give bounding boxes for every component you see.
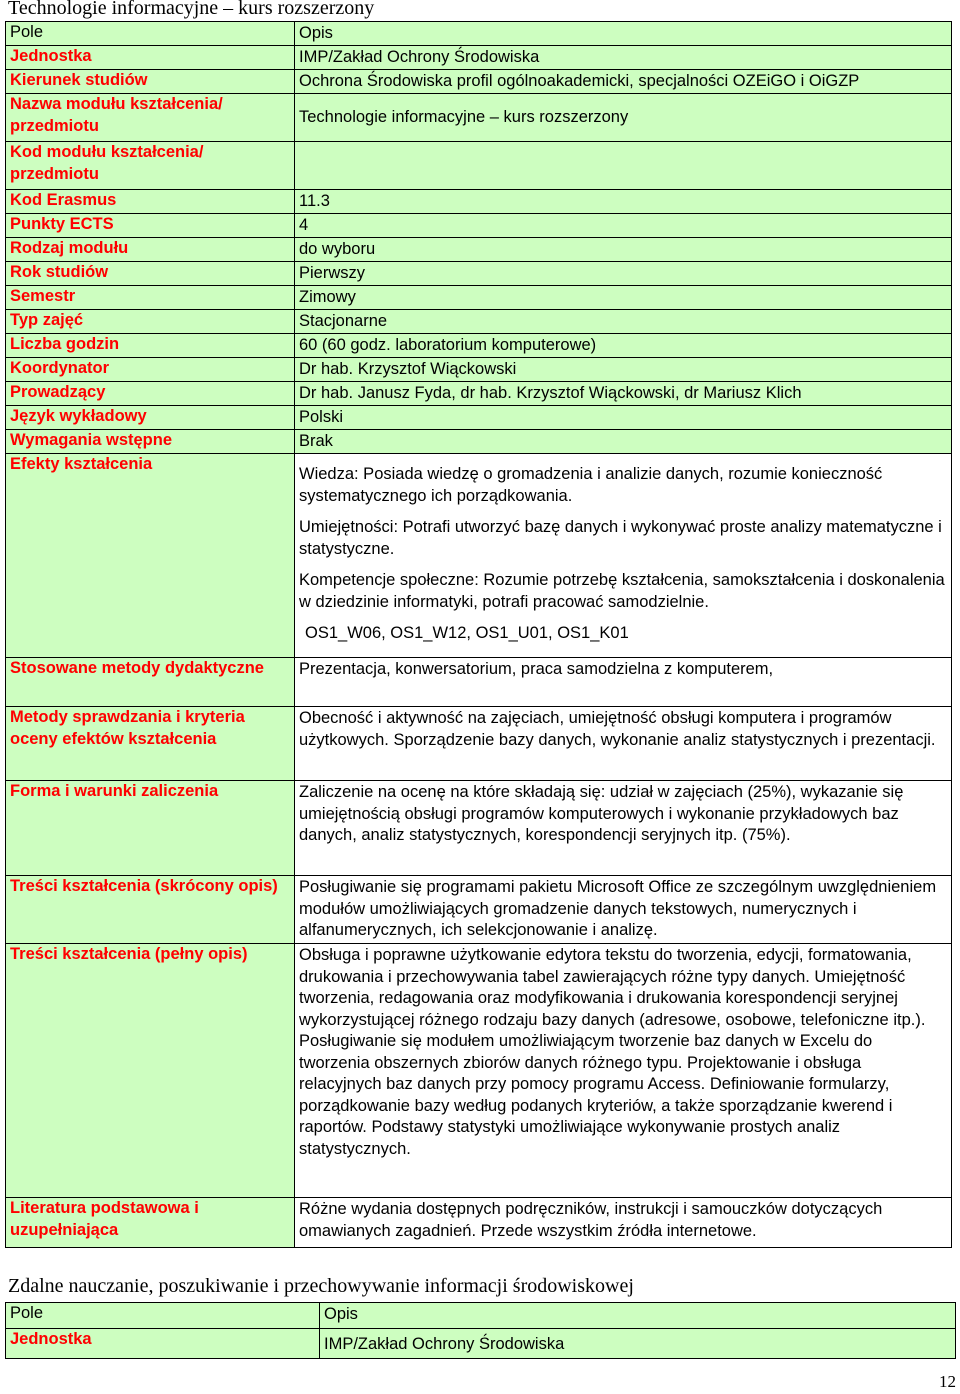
field-label: Język wykładowy xyxy=(6,406,295,430)
field-label: Koordynator xyxy=(6,358,295,382)
field-value: Zaliczenie na ocenę na które składają się: udział w zajęciach (25%), wykazanie się umiejętnością obsługi programów komputerowych i wykonanie przykładowych baz danych, analiz statystycznych, korespondencji seryjnych itp. (75%). xyxy=(295,781,952,876)
field-label: Rok studiów xyxy=(6,262,295,286)
table-row xyxy=(6,406,952,430)
field-value: 11.3 xyxy=(295,190,952,214)
field-label: Literatura podstawowa i uzupełniająca xyxy=(6,1198,295,1248)
section1-title: Technologie informacyjne – kurs rozszerzony xyxy=(8,0,375,19)
field-label: Kierunek studiów xyxy=(6,70,295,94)
field-value: Brak xyxy=(295,430,952,454)
efekty-value xyxy=(295,454,952,658)
table-header-row xyxy=(6,1303,956,1329)
table-row xyxy=(6,238,952,262)
field-label: Metody sprawdzania i kryteria oceny efektów kształcenia xyxy=(6,707,295,781)
field-value xyxy=(295,142,952,190)
field-value: Posługiwanie się programami pakietu Microsoft Office ze szczególnym uwzględnieniem modułów umożliwiających gromadzenie danych tekstowych, numerycznych i alfanumerycznych, ich selekcjonowanie i analizę. xyxy=(295,876,952,944)
field-value: Obsługa i poprawne użytkowanie edytora tekstu do tworzenia, edycji, formatowania, drukowania i przechowywania tabel zawierających różne typy danych. Umiejętność tworzenia, redagowania oraz modyfikowania i drukowania korespondencji seryjnej wykorzystującej różnego rodzaju bazy danych (adresowe, osobowe, telefoniczne itp.). Posługiwanie się modułem umożliwiającym tworzenie baz danych w Excelu do tworzenia obszernych zbiorów danych różnego typu. Projektowanie i obsługa relacyjnych baz danych przy pomocy programu Access. Definiowanie formularzy, porządkowanie bazy według podanych kryteriów, a także sporządzanie kwerend i raportów. Podstawy statystyki umożliwiające wykonywanie prostych analiz statystycznych. xyxy=(295,944,952,1198)
header-pole: Pole xyxy=(6,22,295,46)
table-row xyxy=(6,876,952,944)
efekty-kompetencje: Kompetencje społeczne: Rozumie potrzebę kształcenia, samokształcenia i doskonalenia w dziedzinie informatyki, potrafi pracować samodzielnie. xyxy=(299,571,945,611)
field-label: Punkty ECTS xyxy=(6,214,295,238)
table-row xyxy=(6,1198,952,1248)
table-row xyxy=(6,262,952,286)
table-row xyxy=(6,46,952,70)
field-value: IMP/Zakład Ochrony Środowiska xyxy=(320,1329,956,1359)
table-row xyxy=(6,944,952,1198)
table-row xyxy=(6,382,952,406)
field-value: 60 (60 godz. laboratorium komputerowe) xyxy=(295,334,952,358)
field-label: Jednostka xyxy=(6,1329,320,1359)
field-label: Liczba godzin xyxy=(6,334,295,358)
field-value: do wyboru xyxy=(295,238,952,262)
field-value: Zimowy xyxy=(295,286,952,310)
table-row xyxy=(6,94,952,142)
field-value: 4 xyxy=(295,214,952,238)
table-row xyxy=(6,142,952,190)
efekty-row xyxy=(6,454,952,658)
table-row xyxy=(6,190,952,214)
efekty-kody: OS1_W06, OS1_W12, OS1_U01, OS1_K01 xyxy=(305,624,629,642)
field-value: Obecność i aktywność na zajęciach, umiejętność obsługi komputera i programów użytkowych. Sporządzenie bazy danych, wykonanie analiz statystycznych i prezentacji. xyxy=(295,707,952,781)
table-row xyxy=(6,658,952,707)
table-row xyxy=(6,334,952,358)
table-row xyxy=(6,310,952,334)
field-label: Forma i warunki zaliczenia xyxy=(6,781,295,876)
field-label: Treści kształcenia (pełny opis) xyxy=(6,944,295,1198)
field-value: Polski xyxy=(295,406,952,430)
header-opis: Opis xyxy=(320,1303,956,1329)
field-value: Technologie informacyjne – kurs rozszerzony xyxy=(295,94,952,142)
field-label: Kod Erasmus xyxy=(6,190,295,214)
field-value: Pierwszy xyxy=(295,262,952,286)
page-number: 12 xyxy=(939,1372,956,1391)
field-value: Dr hab. Krzysztof Wiąckowski xyxy=(295,358,952,382)
section2-title: Zdalne nauczanie, poszukiwanie i przechowywanie informacji środowiskowej xyxy=(8,1275,634,1297)
field-label: Prowadzący xyxy=(6,382,295,406)
table-row xyxy=(6,70,952,94)
field-label: Stosowane metody dydaktyczne xyxy=(6,658,295,707)
module-table-1 xyxy=(5,21,952,1248)
table-row xyxy=(6,1329,956,1359)
table-row xyxy=(6,430,952,454)
field-value: Różne wydania dostępnych podręczników, instrukcji i samouczków dotyczących omawianych zagadnień. Przede wszystkim źródła internetowe. xyxy=(295,1198,952,1248)
field-label: Rodzaj modułu xyxy=(6,238,295,262)
header-opis: Opis xyxy=(295,22,952,46)
field-label: Kod modułu kształcenia/ przedmiotu xyxy=(6,142,295,190)
field-label: Efekty kształcenia xyxy=(6,454,295,658)
field-value: Dr hab. Janusz Fyda, dr hab. Krzysztof Wiąckowski, dr Mariusz Klich xyxy=(295,382,952,406)
module-table-2 xyxy=(5,1302,956,1359)
field-label: Typ zajęć xyxy=(6,310,295,334)
table-row xyxy=(6,286,952,310)
field-label: Nazwa modułu kształcenia/ przedmiotu xyxy=(6,94,295,142)
table-row xyxy=(6,358,952,382)
table-header-row xyxy=(6,22,952,46)
field-value: Ochrona Środowiska profil ogólnoakademicki, specjalności OZEiGO i OiGZP xyxy=(295,70,952,94)
field-label: Jednostka xyxy=(6,46,295,70)
field-label: Wymagania wstępne xyxy=(6,430,295,454)
field-value: Stacjonarne xyxy=(295,310,952,334)
efekty-umiejetnosci: Umiejętności: Potrafi utworzyć bazę danych i wykonywać proste analizy matematyczne i statystyczne. xyxy=(299,518,942,558)
field-value: Prezentacja, konwersatorium, praca samodzielna z komputerem, xyxy=(295,658,952,707)
field-label: Treści kształcenia (skrócony opis) xyxy=(6,876,295,944)
field-label: Semestr xyxy=(6,286,295,310)
table-row xyxy=(6,214,952,238)
field-value: IMP/Zakład Ochrony Środowiska xyxy=(295,46,952,70)
header-pole: Pole xyxy=(6,1303,320,1329)
table-row xyxy=(6,707,952,781)
efekty-wiedza: Wiedza: Posiada wiedzę o gromadzenia i analizie danych, rozumie konieczność systematycznego ich porządkowania. xyxy=(299,465,883,505)
table-row xyxy=(6,781,952,876)
